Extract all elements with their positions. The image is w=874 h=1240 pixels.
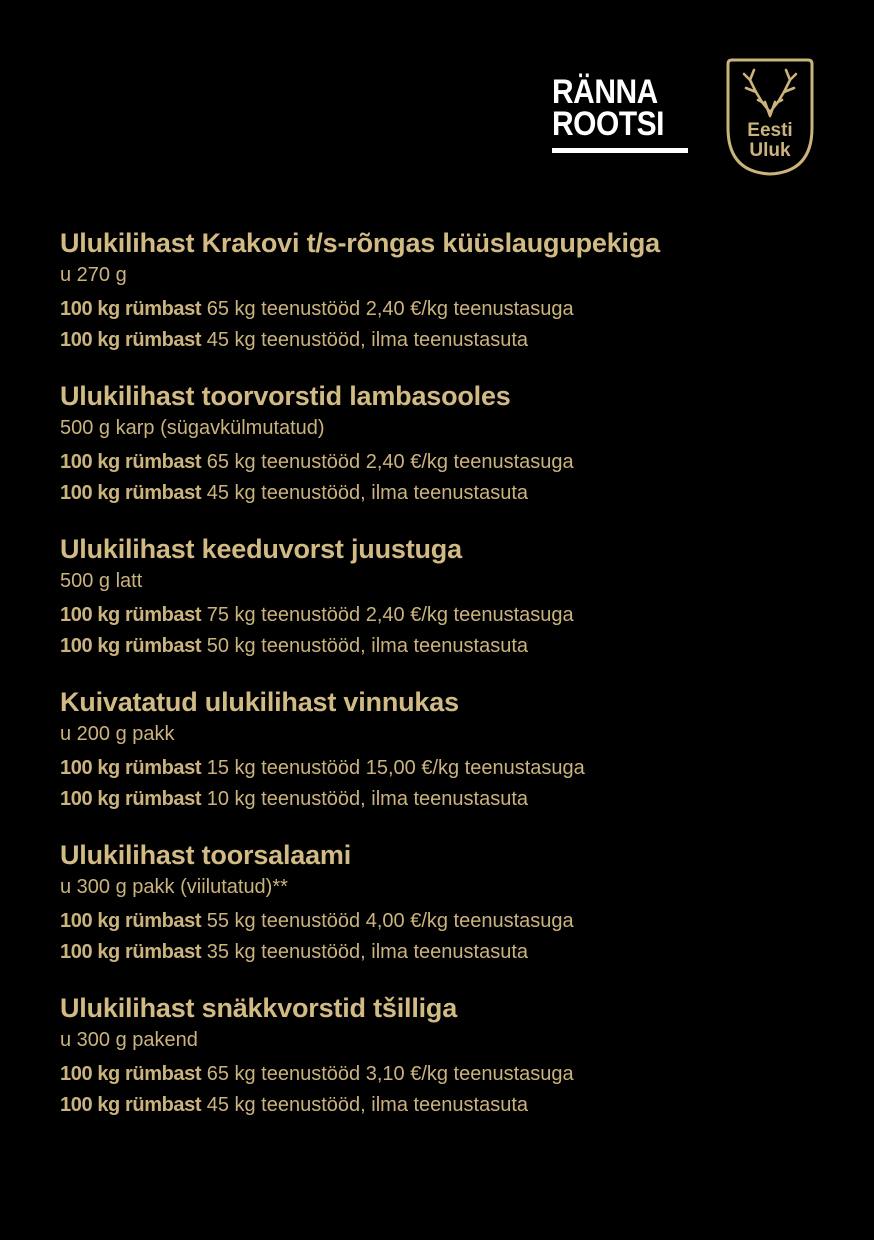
rannarootsi-logo-line2: ROOTSI bbox=[552, 105, 665, 143]
yield-text: 65 kg teenustööd 2,40 €/kg teenustasuga bbox=[201, 451, 574, 473]
eesti-uluk-line2: Uluk bbox=[749, 140, 791, 161]
rannarootsi-logo bbox=[552, 73, 692, 153]
yield-text: 65 kg teenustööd 2,40 €/kg teenustasuga bbox=[201, 298, 574, 320]
yield-text: 75 kg teenustööd 2,40 €/kg teenustasuga bbox=[201, 604, 574, 626]
product-item bbox=[60, 379, 840, 509]
product-title: Ulukilihast Krakovi t/s-rõngas küüslaugupekiga bbox=[60, 228, 660, 258]
yield-line bbox=[60, 447, 840, 478]
eesti-uluk-logo bbox=[724, 56, 816, 178]
yield-line bbox=[60, 600, 840, 631]
product-title: Ulukilihast snäkkvorstid tšilliga bbox=[60, 993, 458, 1023]
yield-label: 100 kg rümbast bbox=[60, 451, 202, 473]
yield-text: 45 kg teenustööd, ilma teenustasuta bbox=[201, 1094, 529, 1116]
product-size: 500 g latt bbox=[60, 570, 143, 592]
rannarootsi-logo-underline bbox=[552, 148, 688, 153]
yield-label: 100 kg rümbast bbox=[60, 1094, 202, 1116]
yield-text: 45 kg teenustööd, ilma teenustasuta bbox=[201, 482, 529, 504]
yield-text: 35 kg teenustööd, ilma teenustasuta bbox=[201, 941, 529, 963]
product-size: u 300 g pakend bbox=[60, 1029, 198, 1051]
product-title: Ulukilihast toorsalaami bbox=[60, 840, 351, 870]
product-item bbox=[60, 838, 840, 968]
yield-label: 100 kg rümbast bbox=[60, 298, 202, 320]
yield-label: 100 kg rümbast bbox=[60, 941, 202, 963]
eesti-uluk-line1: Eesti bbox=[747, 120, 793, 141]
product-item bbox=[60, 532, 840, 662]
yield-line bbox=[60, 937, 840, 968]
yield-line bbox=[60, 294, 840, 325]
product-size: u 200 g pakk bbox=[60, 723, 175, 745]
yield-label: 100 kg rümbast bbox=[60, 635, 202, 657]
yield-text: 45 kg teenustööd, ilma teenustasuta bbox=[201, 329, 529, 351]
product-title: Ulukilihast keeduvorst juustuga bbox=[60, 534, 462, 564]
yield-line bbox=[60, 906, 840, 937]
product-size: 500 g karp (sügavkülmutatud) bbox=[60, 417, 325, 439]
rannarootsi-logo-line1: RÄNNA bbox=[552, 73, 658, 111]
product-title: Kuivatatud ulukilihast vinnukas bbox=[60, 687, 459, 717]
yield-text: 15 kg teenustööd 15,00 €/kg teenustasuga bbox=[201, 757, 585, 779]
yield-line bbox=[60, 1059, 840, 1090]
yield-text: 55 kg teenustööd 4,00 €/kg teenustasuga bbox=[201, 910, 574, 932]
yield-label: 100 kg rümbast bbox=[60, 604, 202, 626]
product-item bbox=[60, 685, 840, 815]
yield-label: 100 kg rümbast bbox=[60, 910, 202, 932]
product-item bbox=[60, 991, 840, 1121]
product-title: Ulukilihast toorvorstid lambasooles bbox=[60, 381, 511, 411]
yield-label: 100 kg rümbast bbox=[60, 482, 202, 504]
yield-line bbox=[60, 631, 840, 662]
deer-head-icon bbox=[744, 70, 796, 116]
yield-line bbox=[60, 1090, 840, 1121]
yield-label: 100 kg rümbast bbox=[60, 788, 202, 810]
yield-label: 100 kg rümbast bbox=[60, 329, 202, 351]
product-list bbox=[60, 226, 840, 1144]
yield-text: 65 kg teenustööd 3,10 €/kg teenustasuga bbox=[201, 1063, 574, 1085]
yield-line bbox=[60, 325, 840, 356]
yield-label: 100 kg rümbast bbox=[60, 757, 202, 779]
product-size: u 270 g bbox=[60, 264, 127, 286]
yield-line bbox=[60, 478, 840, 509]
yield-line bbox=[60, 753, 840, 784]
product-item bbox=[60, 226, 840, 356]
yield-text: 50 kg teenustööd, ilma teenustasuta bbox=[201, 635, 529, 657]
yield-line bbox=[60, 784, 840, 815]
product-size: u 300 g pakk (viilutatud)** bbox=[60, 876, 288, 898]
yield-text: 10 kg teenustööd, ilma teenustasuta bbox=[201, 788, 529, 810]
logo-area bbox=[552, 56, 822, 180]
yield-label: 100 kg rümbast bbox=[60, 1063, 202, 1085]
